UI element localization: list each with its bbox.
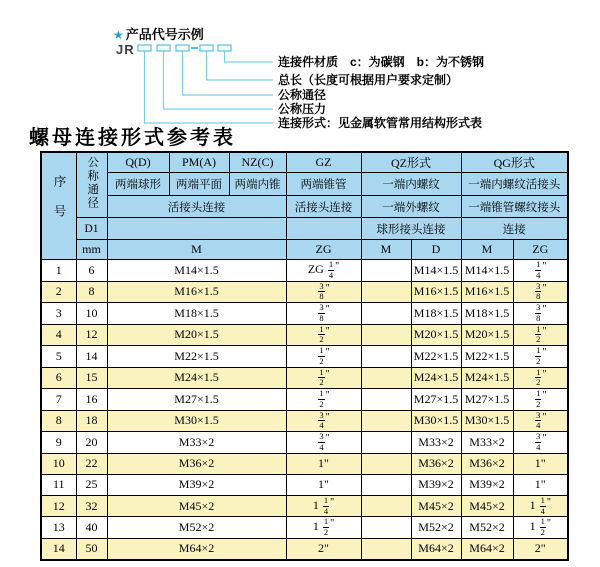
header-m: M xyxy=(107,240,286,260)
cell-no: 3 xyxy=(41,303,76,325)
header-qz-conn: 一端外螺纹 xyxy=(361,196,461,218)
code-box-1 xyxy=(138,45,151,51)
table-body xyxy=(41,260,568,560)
header-q-sub: 两端球形 xyxy=(107,173,169,196)
cell-qg_zg: 1 $\frac{1}{2}$ " xyxy=(513,517,568,539)
cell-dn: 6 xyxy=(76,260,107,282)
cell-qg_m: M14×1.5 xyxy=(461,260,513,282)
cell-qg_zg: 2" xyxy=(513,538,568,560)
table-row xyxy=(41,410,568,432)
cell-qz_m xyxy=(361,367,411,389)
cell-no: 10 xyxy=(41,453,76,474)
table-row xyxy=(41,303,568,325)
cell-qz_m xyxy=(361,303,411,325)
header-zg: ZG xyxy=(286,240,361,260)
cell-m: M45×2 xyxy=(107,495,286,517)
cell-gz: 1" xyxy=(286,453,361,474)
cell-qg_m: M16×1.5 xyxy=(461,281,513,303)
header-qz-d: D xyxy=(411,240,461,260)
table-row xyxy=(41,346,568,368)
table-title: 螺母连接形式参考表 xyxy=(29,127,236,149)
cell-m: M24×1.5 xyxy=(107,367,286,389)
cell-qg_m: M33×2 xyxy=(461,432,513,454)
code-prefix: JR xyxy=(116,42,135,57)
cell-gz: $\frac{3}{8}$ " xyxy=(286,303,361,325)
cell-qz_m xyxy=(361,346,411,368)
cell-qg_zg: $\frac{1}{2}$ " xyxy=(513,324,568,346)
cell-qg_m: M52×2 xyxy=(461,517,513,539)
cell-qz_d: M14×1.5 xyxy=(411,260,461,282)
lead-line-3 xyxy=(183,51,274,95)
cell-qg_m: M18×1.5 xyxy=(461,303,513,325)
cell-dn: 20 xyxy=(76,432,107,454)
cell-qg_zg: 1" xyxy=(513,453,568,474)
cell-no: 13 xyxy=(41,517,76,539)
cell-gz: 1 $\frac{1}{2}$ " xyxy=(286,517,361,539)
header-unit: mm xyxy=(76,240,107,260)
table-row xyxy=(41,260,568,282)
cell-m: M30×1.5 xyxy=(107,410,286,432)
cell-qg_zg: $\frac{3}{8}$ " xyxy=(513,281,568,303)
diagram-title xyxy=(113,24,204,43)
header-pm-sub: 两端平面 xyxy=(169,173,229,196)
header-qz-m: M xyxy=(361,240,411,260)
cell-no: 8 xyxy=(41,410,76,432)
cell-qz_m xyxy=(361,474,411,495)
cell-m: M52×2 xyxy=(107,517,286,539)
table-row xyxy=(41,281,568,303)
cell-m: M22×1.5 xyxy=(107,346,286,368)
cell-qz_m xyxy=(361,453,411,474)
lead-line-5 xyxy=(225,51,274,62)
code-box-2 xyxy=(157,45,170,51)
cell-no: 14 xyxy=(41,538,76,560)
cell-qz_d: M36×2 xyxy=(411,453,461,474)
cell-gz: 1 $\frac{1}{4}$ " xyxy=(286,495,361,517)
star-icon: ★ xyxy=(113,28,124,42)
cell-qg_zg: $\frac{3}{4}$ " xyxy=(513,410,568,432)
header-qz-sub: 一端内螺纹 xyxy=(361,173,461,196)
cell-m: M33×2 xyxy=(107,432,286,454)
header-qg-sub: 一端内螺纹活接头 xyxy=(461,173,568,196)
header-q: Q(D) xyxy=(107,152,169,173)
cell-qz_d: M52×2 xyxy=(411,517,461,539)
cell-qz_m xyxy=(361,432,411,454)
table-row xyxy=(41,389,568,411)
code-box-4 xyxy=(200,45,213,51)
cell-dn: 8 xyxy=(76,281,107,303)
header-qz-conn2: 球形接头连接 xyxy=(361,218,461,240)
cell-dn: 10 xyxy=(76,303,107,325)
cell-qz_d: M30×1.5 xyxy=(411,410,461,432)
code-label-connection: 连接形式：见金属软管常用结构形式表 xyxy=(278,116,483,130)
header-qz: QZ形式 xyxy=(361,152,461,173)
cell-qz_d: M16×1.5 xyxy=(411,281,461,303)
table-row xyxy=(41,495,568,517)
table-row xyxy=(41,474,568,495)
cell-qg_m: M24×1.5 xyxy=(461,367,513,389)
header-nz-sub: 两端内锥 xyxy=(229,173,286,196)
cell-qz_m xyxy=(361,324,411,346)
cell-qz_d: M27×1.5 xyxy=(411,389,461,411)
cell-qg_m: M45×2 xyxy=(461,495,513,517)
cell-m: M36×2 xyxy=(107,453,286,474)
cell-qg_zg: $\frac{1}{2}$ " xyxy=(513,389,568,411)
header-d1-gz xyxy=(286,218,361,240)
cell-gz: $\frac{1}{2}$ " xyxy=(286,367,361,389)
header-qg-zg: ZG xyxy=(513,240,568,260)
cell-qz_m xyxy=(361,495,411,517)
cell-no: 5 xyxy=(41,346,76,368)
cell-qg_zg: $\frac{1}{2}$ " xyxy=(513,346,568,368)
table-row xyxy=(41,453,568,474)
header-seq xyxy=(41,152,76,260)
header-nz: NZ(C) xyxy=(229,152,286,173)
cell-qg_m: M30×1.5 xyxy=(461,410,513,432)
cell-no: 9 xyxy=(41,432,76,454)
cell-dn: 18 xyxy=(76,410,107,432)
cell-gz: $\frac{3}{8}$ " xyxy=(286,281,361,303)
cell-m: M20×1.5 xyxy=(107,324,286,346)
cell-qz_m xyxy=(361,517,411,539)
cell-qz_m xyxy=(361,281,411,303)
cell-qg_m: M39×2 xyxy=(461,474,513,495)
cell-no: 11 xyxy=(41,474,76,495)
cell-m: M14×1.5 xyxy=(107,260,286,282)
cell-qz_d: M24×1.5 xyxy=(411,367,461,389)
table-row xyxy=(41,367,568,389)
cell-no: 2 xyxy=(41,281,76,303)
lead-line-4 xyxy=(207,51,274,80)
cell-no: 7 xyxy=(41,389,76,411)
header-gz: GZ xyxy=(286,152,361,173)
cell-dn: 25 xyxy=(76,474,107,495)
header-d1-span xyxy=(107,218,286,240)
cell-gz: $\frac{3}{4}$ " xyxy=(286,432,361,454)
cell-m: M18×1.5 xyxy=(107,303,286,325)
code-label-pressure: 公称压力 xyxy=(278,102,327,116)
header-qg: QG形式 xyxy=(461,152,568,173)
cell-gz: $\frac{1}{2}$ " xyxy=(286,346,361,368)
header-gz-sub: 两端锥管 xyxy=(286,173,361,196)
cell-qz_d: M39×2 xyxy=(411,474,461,495)
header-qg-m: M xyxy=(461,240,513,260)
header-pm: PM(A) xyxy=(169,152,229,173)
cell-qg_m: M64×2 xyxy=(461,538,513,560)
cell-no: 6 xyxy=(41,367,76,389)
table-row xyxy=(41,324,568,346)
cell-qg_m: M22×1.5 xyxy=(461,346,513,368)
header-d1: D1 xyxy=(76,218,107,240)
cell-no: 12 xyxy=(41,495,76,517)
cell-qg_m: M36×2 xyxy=(461,453,513,474)
cell-m: M27×1.5 xyxy=(107,389,286,411)
cell-dn: 12 xyxy=(76,324,107,346)
cell-gz: 2" xyxy=(286,538,361,560)
code-label-material: 连接件材质 c：为碳钢 b：为不锈钢 xyxy=(278,55,485,69)
code-box-5 xyxy=(218,45,231,51)
cell-dn: 16 xyxy=(76,389,107,411)
cell-qg_zg: $\frac{3}{4}$ " xyxy=(513,432,568,454)
cell-gz: 1" xyxy=(286,474,361,495)
cell-qz_m xyxy=(361,260,411,282)
cell-m: M64×2 xyxy=(107,538,286,560)
cell-no: 1 xyxy=(41,260,76,282)
cell-m: M39×2 xyxy=(107,474,286,495)
cell-gz: ZG $\frac{1}{4}$ " xyxy=(286,260,361,282)
cell-dn: 32 xyxy=(76,495,107,517)
cell-qz_m xyxy=(361,538,411,560)
cell-qz_d: M45×2 xyxy=(411,495,461,517)
header-qg-conn2: 连接 xyxy=(461,218,568,240)
cell-gz: $\frac{1}{2}$ " xyxy=(286,324,361,346)
cell-qg_m: M27×1.5 xyxy=(461,389,513,411)
cell-qz_m xyxy=(361,410,411,432)
table-row xyxy=(41,538,568,560)
cell-qg_zg: $\frac{1}{4}$ " xyxy=(513,260,568,282)
cell-m: M16×1.5 xyxy=(107,281,286,303)
cell-qg_zg: 1 $\frac{1}{4}$ " xyxy=(513,495,568,517)
cell-dn: 40 xyxy=(76,517,107,539)
cell-qz_m xyxy=(361,389,411,411)
cell-dn: 15 xyxy=(76,367,107,389)
cell-dn: 14 xyxy=(76,346,107,368)
header-qg-conn: 一端锥管螺纹接头 xyxy=(461,196,568,218)
table-row xyxy=(41,517,568,539)
header-seq-label: 序号 xyxy=(52,174,66,234)
header-dn xyxy=(76,152,107,218)
cell-no: 4 xyxy=(41,324,76,346)
cell-qz_d: M20×1.5 xyxy=(411,324,461,346)
table-row xyxy=(41,432,568,454)
diagram-title-text: 产品代号示例 xyxy=(125,27,204,42)
cell-qz_d: M22×1.5 xyxy=(411,346,461,368)
cell-gz: $\frac{3}{4}$ " xyxy=(286,410,361,432)
cell-qz_d: M64×2 xyxy=(411,538,461,560)
code-label-length: 总长（长度可根据用户要求定制） xyxy=(278,73,459,87)
cell-gz: $\frac{1}{2}$ " xyxy=(286,389,361,411)
header-dn-label: 公称通径 xyxy=(86,156,99,210)
nut-connection-table xyxy=(40,151,569,561)
cell-qz_d: M33×2 xyxy=(411,432,461,454)
cell-qg_zg: 1" xyxy=(513,474,568,495)
code-box-3 xyxy=(176,45,189,51)
cell-dn: 22 xyxy=(76,453,107,474)
cell-qg_zg: $\frac{3}{8}$ " xyxy=(513,303,568,325)
cell-qg_m: M20×1.5 xyxy=(461,324,513,346)
cell-qg_zg: $\frac{1}{2}$ " xyxy=(513,367,568,389)
cell-qz_d: M18×1.5 xyxy=(411,303,461,325)
header-gz-conn: 活接头连接 xyxy=(286,196,361,218)
cell-dn: 50 xyxy=(76,538,107,560)
header-m-conn: 活接头连接 xyxy=(107,196,286,218)
code-label-diameter: 公称通径 xyxy=(278,88,327,102)
